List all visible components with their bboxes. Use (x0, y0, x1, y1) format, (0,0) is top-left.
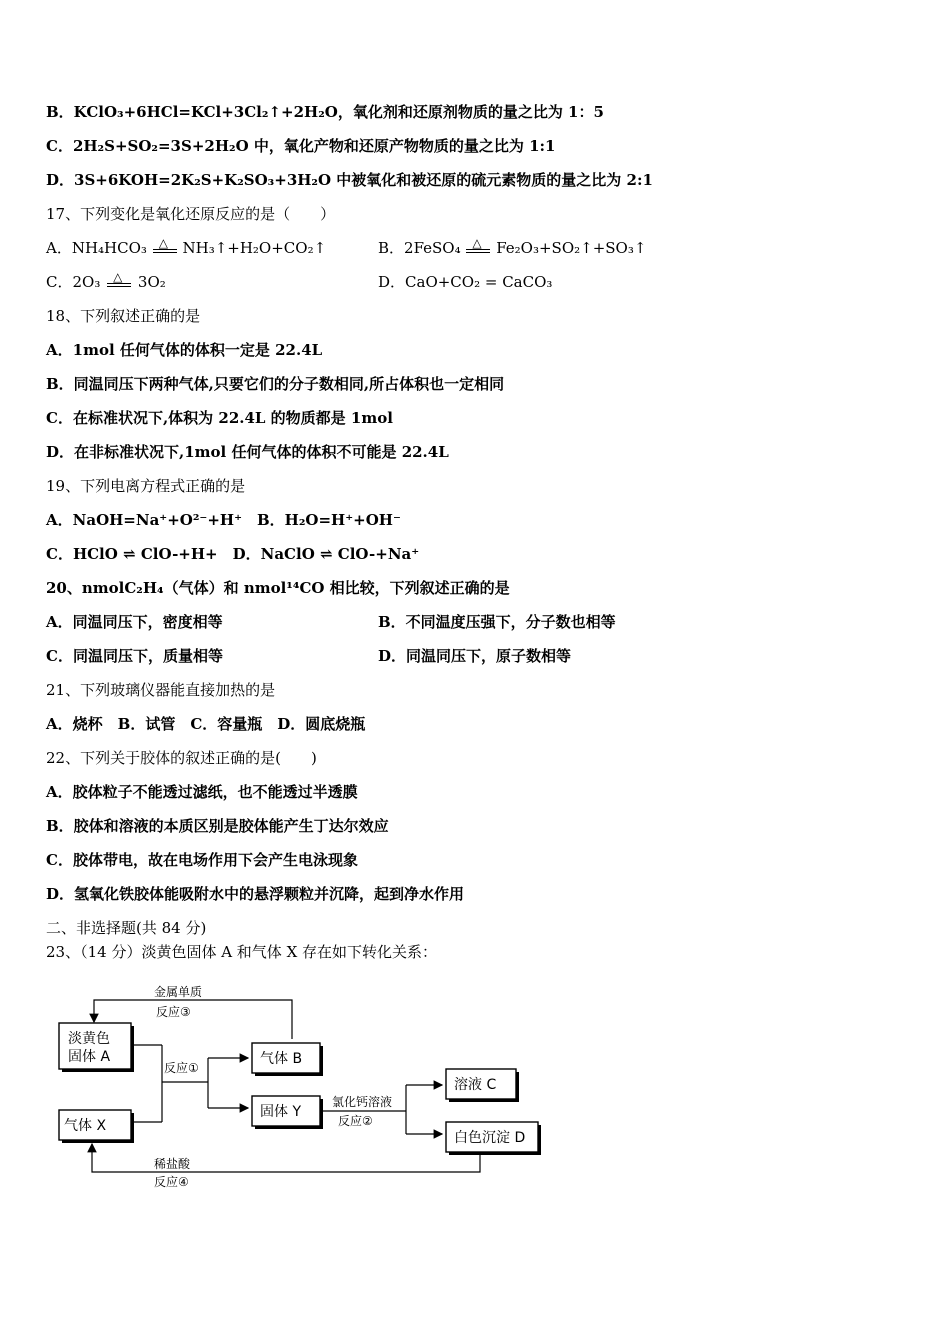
q17a-products: NH₃↑+H₂O+CO₂↑ (182, 239, 327, 257)
box-d-label: 白色沉淀 D (454, 1130, 526, 1146)
heat-condition-icon: △ (105, 272, 133, 292)
q20-option-b: B．不同温度压强下，分子数也相等 (378, 613, 616, 631)
q19-options-ab: A．NaOH=Na⁺+O²⁻+H⁺ B．H₂O=H⁺+OH⁻ (46, 511, 401, 529)
q18-stem: 18、下列叙述正确的是 (46, 307, 201, 325)
box-c-label: 溶液 C (454, 1077, 497, 1093)
q18-option-b: B．同温同压下两种气体,只要它们的分子数相同,所占体积也一定相同 (46, 375, 505, 393)
box-x-label: 气体 X (64, 1118, 107, 1134)
q17c-reactant: C．2O₃ (46, 273, 101, 291)
q22-option-c: C．胶体带电，故在电场作用下会产生电泳现象 (46, 851, 358, 869)
reagent2-label: 氯化钙溶液 (332, 1095, 393, 1109)
q21-stem: 21、下列玻璃仪器能直接加热的是 (46, 681, 276, 699)
q20-option-c: C．同温同压下，质量相等 (46, 647, 223, 665)
reaction1-label: 反应① (164, 1061, 199, 1075)
q19-options-cd: C．HClO ⇌ ClO-+H+ D．NaClO ⇌ ClO-+Na⁺ (46, 545, 420, 563)
q20-option-d: D．同温同压下，原子数相等 (378, 647, 572, 665)
q22-stem: 22、下列关于胶体的叙述正确的是( ) (46, 749, 317, 767)
box-a-line2: 固体 A (68, 1049, 111, 1065)
reaction2-label: 反应② (338, 1114, 373, 1128)
q20-stem: 20、nmolC₂H₄（气体）和 nmol¹⁴CO 相比较，下列叙述正确的是 (46, 579, 510, 597)
bottom-reaction-label: 反应④ (154, 1175, 189, 1189)
q17b-reactant: B．2FeSO₄ (378, 239, 461, 257)
top-reagent-label: 金属单质 (154, 985, 203, 999)
q18-option-d: D．在非标准状况下,1mol 任何气体的体积不可能是 22.4L (46, 443, 449, 461)
q21-options: A．烧杯 B．试管 C．容量瓶 D．圆底烧瓶 (46, 715, 366, 733)
q20-option-a: A．同温同压下，密度相等 (46, 613, 223, 631)
q17-option-b (378, 238, 646, 258)
q17-option-d: D．CaO+CO₂ = CaCO₃ (378, 273, 553, 291)
q17-option-a (46, 238, 326, 258)
arrow-d-to-x (92, 1144, 480, 1172)
q16-option-d: D．3S+6KOH=2K₂S+K₂SO₃+3H₂O 中被氧化和被还原的硫元素物质的量之比为 2:1 (46, 171, 653, 189)
q17-stem: 17、下列变化是氧化还原反应的是（ ） (46, 205, 336, 223)
q22-option-b: B．胶体和溶液的本质区别是胶体能产生丁达尔效应 (46, 817, 389, 835)
q23-stem: 23、（14 分）淡黄色固体 A 和气体 X 存在如下转化关系： (46, 943, 438, 961)
q19-stem: 19、下列电离方程式正确的是 (46, 477, 246, 495)
bottom-reagent-label: 稀盐酸 (154, 1157, 191, 1171)
box-b-label: 气体 B (260, 1051, 303, 1067)
q17-option-c (46, 272, 166, 292)
q17b-products: Fe₂O₃+SO₂↑+SO₃↑ (496, 239, 647, 257)
q16-option-b: B．KClO₃+6HCl=KCl+3Cl₂↑+2H₂O，氧化剂和还原剂物质的量之比为 1：5 (46, 103, 604, 121)
heat-condition-icon: △ (465, 238, 491, 258)
box-a-line1: 淡黄色 (68, 1031, 110, 1047)
heat-condition-icon: △ (152, 238, 178, 258)
q17a-reactant: A．NH₄HCO₃ (46, 239, 147, 257)
q17c-products: 3O₂ (137, 273, 166, 291)
q18-option-c: C．在标准状况下,体积为 22.4L 的物质都是 1mol (46, 409, 393, 427)
q16-option-c: C．2H₂S+SO₂=3S+2H₂O 中，氧化产物和还原产物物质的量之比为 1:1 (46, 137, 556, 155)
box-y-label: 固体 Y (260, 1104, 302, 1120)
section-2-heading: 二、非选择题(共 84 分) (46, 919, 207, 937)
q22-option-a: A．胶体粒子不能透过滤纸，也不能透过半透膜 (46, 783, 358, 801)
conversion-diagram (50, 982, 550, 1192)
top-reaction-label: 反应③ (156, 1005, 191, 1019)
q22-option-d: D．氢氧化铁胶体能吸附水中的悬浮颗粒并沉降，起到净水作用 (46, 885, 465, 903)
q18-option-a: A．1mol 任何气体的体积一定是 22.4L (46, 341, 323, 359)
